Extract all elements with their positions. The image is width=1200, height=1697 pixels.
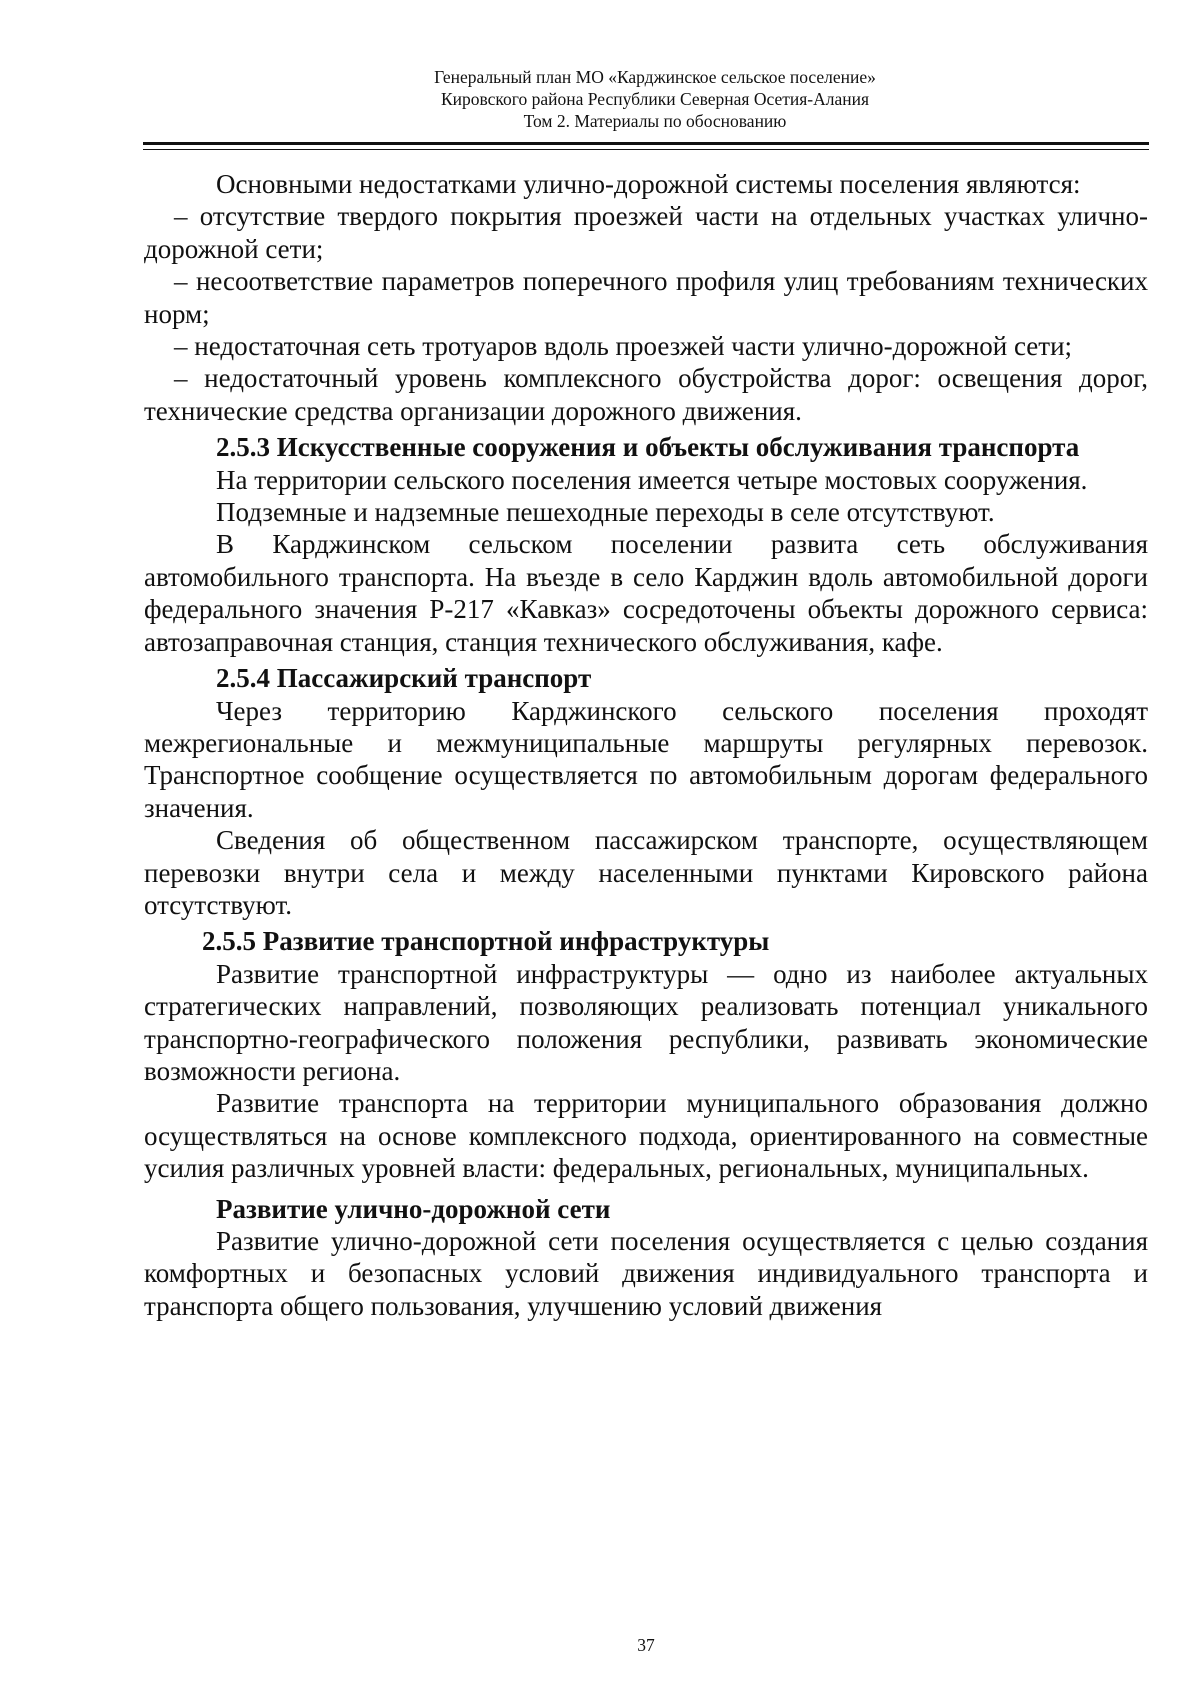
intro-paragraph: Основными недостатками улично-дорожной системы поселения являются:	[216, 169, 1081, 199]
section-paragraph: В Карджинском сельском поселении развита сеть обслуживания автомобильного транспорта. На въезде в село Карджин вдоль автомобильной дороги федерального значения Р-217 «Кавказ» сосредоточены объекты дорожного сервиса: автозаправочная станция, станция технического обслуживания, кафе.	[144, 529, 1148, 657]
section-heading-2-5-4: 2.5.4 Пассажирский транспорт	[216, 663, 592, 694]
page-number: 37	[637, 1635, 655, 1655]
section-heading-2-5-3: 2.5.3 Искусственные сооружения и объекты обслуживания транспорта	[216, 432, 1080, 463]
subsection-heading-road-network: Развитие улично-дорожной сети	[216, 1193, 611, 1224]
section-paragraph: На территории сельского поселения имеется четыре мостовых сооружения.	[216, 464, 1088, 495]
header-line-3: Том 2. Материалы по обоснованию	[523, 111, 787, 131]
section-paragraph: Подземные и надземные пешеходные переходы в селе отсутствуют.	[216, 497, 995, 528]
section-paragraph: Через территорию Карджинского сельского поселения проходят межрегиональные и межмуниципальные маршруты регулярных перевозок. Транспортное сообщение осуществляется по автомобильным дорогам федерального значения.	[144, 695, 1148, 823]
bullet-item: – отсутствие твердого покрытия проезжей части на отдельных участках улично-дорожной сети;	[144, 201, 1148, 264]
bullet-item: – недостаточная сеть тротуаров вдоль проезжей части улично-дорожной сети;	[174, 331, 1073, 362]
document-body	[144, 168, 1148, 1322]
bullet-item: – недостаточный уровень комплексного обустройства дорог: освещения дорог, технические средства организации дорожного движения.	[144, 363, 1148, 426]
section-paragraph: Развитие транспорта на территории муниципального образования должно осуществляться на основе комплексного подхода, ориентированного на совместные усилия различных уровней власти: федеральных, региональных, муниципальных.	[144, 1088, 1148, 1184]
header-rule-thin	[143, 149, 1149, 150]
bullet-item: – несоответствие параметров поперечного профиля улиц требованиям технических норм;	[144, 266, 1148, 329]
header-line-1: Генеральный план МО «Карджинское сельское поселение»	[434, 67, 876, 87]
running-header	[160, 66, 1150, 132]
section-paragraph: Развитие улично-дорожной сети поселения осуществляется с целью создания комфортных и безопасных условий движения индивидуального транспорта и транспорта общего пользования, улучшению условий движения	[144, 1226, 1148, 1321]
header-line-2: Кировского района Республики Северная Осетия-Алания	[440, 89, 870, 109]
section-paragraph: Сведения об общественном пассажирском транспорте, осуществляющем перевозки внутри села и между населенными пунктами Кировского района отсутствуют.	[144, 825, 1148, 920]
section-paragraph: Развитие транспортной инфраструктуры — одно из наиболее актуальных стратегических направлений, позволяющих реализовать потенциал уникального транспортно-географического положения республики, развивать экономические возможности региона.	[144, 958, 1148, 1086]
section-heading-2-5-5: 2.5.5 Развитие транспортной инфраструктуры	[202, 926, 770, 957]
header-rule-thick	[143, 142, 1149, 145]
